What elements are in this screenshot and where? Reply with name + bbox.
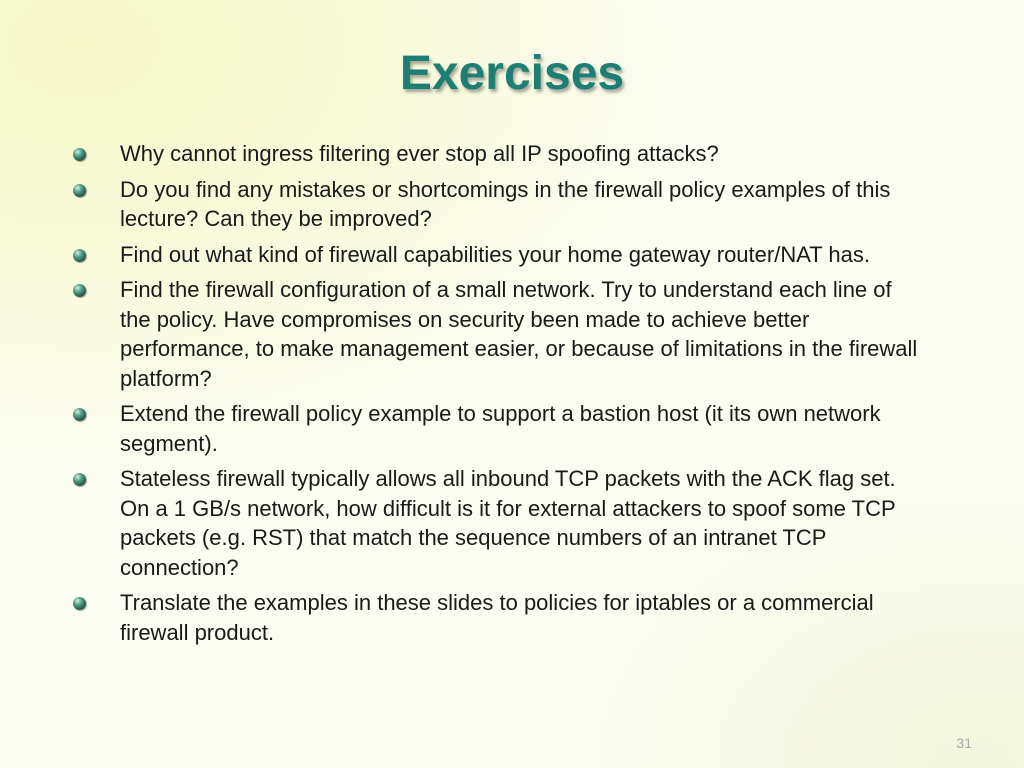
bullet-text: Do you find any mistakes or shortcomings in the firewall policy examples of this lecture? Can they be improved?	[120, 176, 891, 231]
bullet-item	[70, 275, 920, 393]
bullet-dot-icon	[73, 284, 86, 297]
bullet-text: Find out what kind of firewall capabilities your home gateway router/NAT has.	[120, 241, 870, 267]
bullet-text: Why cannot ingress filtering ever stop all IP spoofing attacks?	[120, 141, 719, 166]
slide-title: Exercises	[399, 47, 625, 100]
page-number: 31	[956, 735, 972, 751]
bullet-list	[70, 139, 970, 653]
bullet-item	[70, 175, 920, 234]
bullet-dot-icon	[73, 184, 86, 197]
bullet-dot-icon	[73, 249, 86, 262]
bullet-item	[70, 240, 920, 270]
bullet-text: Translate the examples in these slides to policies for iptables or a commercial firewall product.	[120, 590, 874, 645]
bullet-dot-icon	[73, 473, 86, 486]
bullet-item	[70, 399, 920, 458]
bullet-item	[70, 139, 920, 169]
bullet-text: Find the firewall configuration of a small network. Try to understand each line of the policy. Have compromises on security been made to achieve better performance, to make management easier, or because of limitations in the firewall platform?	[120, 277, 918, 391]
bullet-dot-icon	[73, 408, 86, 421]
bullet-text: Stateless firewall typically allows all inbound TCP packets with the ACK flag set. On a 1 GB/s network, how difficult is it for external attackers to spoof some TCP packets (e.g. RST) that match the sequence numbers of an intranet TCP connection?	[120, 466, 896, 580]
bullet-dot-icon	[73, 597, 86, 610]
bullet-item	[70, 464, 920, 582]
bullet-text: Extend the firewall policy example to support a bastion host (it its own network segment).	[120, 401, 881, 456]
bullet-item	[70, 588, 920, 647]
bullet-dot-icon	[73, 148, 86, 161]
